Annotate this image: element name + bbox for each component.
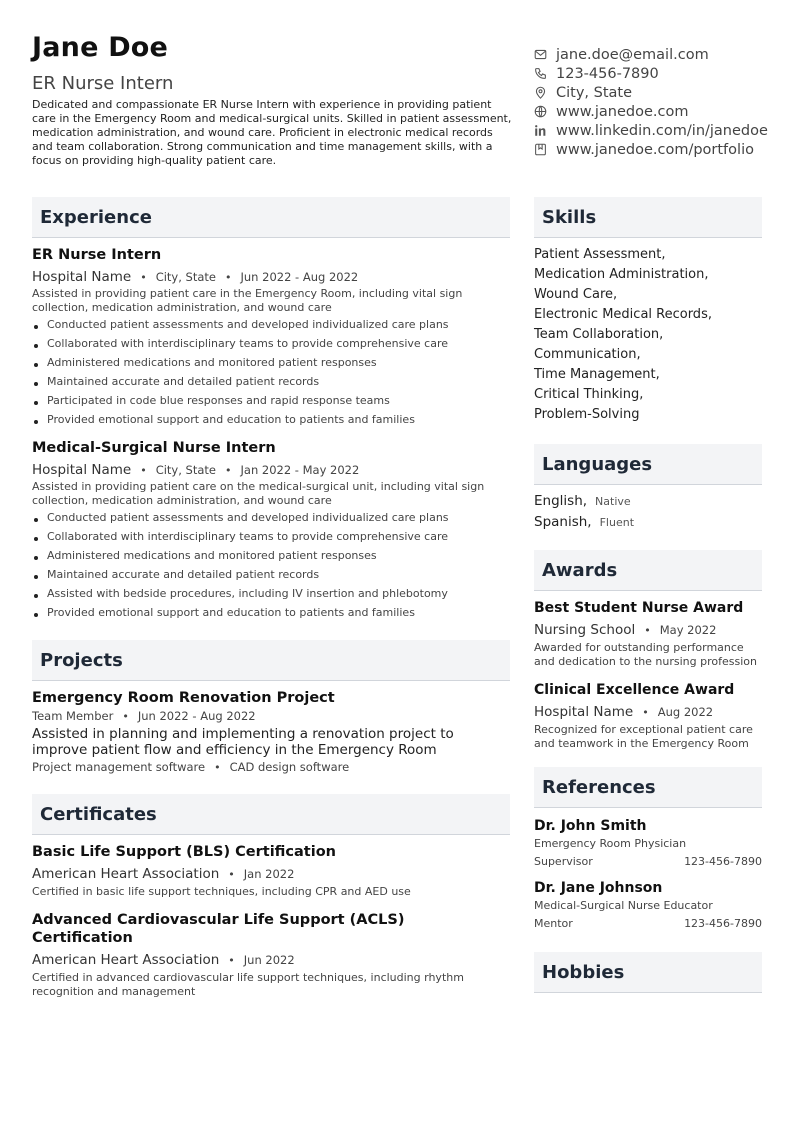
experience-entry	[32, 439, 510, 622]
project-title: Emergency Room Renovation Project	[32, 690, 335, 706]
language-name: Spanish,	[534, 514, 592, 530]
award-meta	[534, 703, 762, 722]
main-column	[32, 197, 510, 999]
certificate-title: Advanced Cardiovascular Life Support (ACLS) Certification	[32, 912, 405, 946]
website-text: www.janedoe.com	[556, 103, 689, 120]
skills-heading: Skills	[534, 197, 762, 238]
certificate-description: Certified in basic life support techniques, including CPR and AED use	[32, 885, 411, 898]
envelope-icon	[534, 48, 547, 61]
project-entry	[32, 689, 510, 777]
job-dates: Jun 2022 - Aug 2022	[240, 270, 359, 284]
contact-email[interactable]	[534, 45, 794, 64]
skill-item: Medication Administration,	[534, 267, 709, 282]
award-entry	[534, 599, 762, 669]
linkedin-icon	[534, 124, 547, 137]
project-role: Team Member	[32, 709, 114, 723]
list-item: Administered medications and monitored patient responses	[32, 353, 510, 372]
reference-relation: Supervisor	[534, 855, 593, 868]
job-location: City, State	[155, 270, 216, 284]
job-bullets	[32, 508, 510, 622]
certificate-issuer: American Heart Association	[32, 952, 220, 968]
list-item: Maintained accurate and detailed patient records	[32, 565, 510, 584]
skill-item: Wound Care,	[534, 287, 618, 302]
skill-item: Communication,	[534, 347, 641, 362]
job-title: Medical-Surgical Nurse Intern	[32, 440, 276, 456]
separator-dot: •	[214, 761, 221, 774]
skill-item: Team Collaboration,	[534, 327, 664, 342]
list-item: Assisted with bedside procedures, including IV insertion and phlebotomy	[32, 584, 510, 603]
language-name: English,	[534, 493, 588, 509]
certificate-title: Basic Life Support (BLS) Certification	[32, 844, 336, 860]
list-item: Provided emotional support and education to patients and families	[32, 410, 510, 429]
contact-portfolio[interactable]	[534, 140, 794, 159]
reference-name: Dr. John Smith	[534, 818, 647, 834]
list-item: Participated in code blue responses and rapid response teams	[32, 391, 510, 410]
email-text: jane.doe@email.com	[556, 46, 709, 63]
certificate-date: Jun 2022	[243, 953, 295, 967]
award-org: Nursing School	[534, 622, 636, 638]
list-item: Administered medications and monitored patient responses	[32, 546, 510, 565]
map-pin-icon	[534, 86, 547, 99]
job-location: City, State	[155, 463, 216, 477]
skill-item: Electronic Medical Records,	[534, 307, 712, 322]
list-item: Provided emotional support and education to patients and families	[32, 603, 510, 622]
language-level: Fluent	[599, 516, 635, 529]
experience-heading: Experience	[32, 197, 510, 238]
certificate-entry	[32, 843, 510, 899]
projects-heading: Projects	[32, 640, 510, 681]
award-date: May 2022	[659, 623, 717, 637]
certificate-meta	[32, 951, 510, 970]
job-dates: Jan 2022 - May 2022	[240, 463, 360, 477]
phone-text: 123-456-7890	[556, 65, 659, 82]
languages-heading: Languages	[534, 444, 762, 485]
reference-details	[534, 853, 762, 871]
award-meta	[534, 621, 762, 640]
job-description: Assisted in providing patient care in the Emergency Room, including vital sign collection, medication administration, and wound care	[32, 287, 463, 314]
job-bullets	[32, 315, 510, 429]
candidate-name: Jane Doe	[32, 32, 169, 63]
job-description: Assisted in providing patient care on the medical-surgical unit, including vital sign collection, medication administration, and wound care	[32, 480, 485, 507]
certificate-date: Jan 2022	[243, 867, 295, 881]
language-item	[534, 512, 762, 533]
certificates-heading: Certificates	[32, 794, 510, 835]
reference-entry	[534, 817, 762, 871]
separator-dot: •	[140, 464, 147, 477]
reference-details	[534, 915, 762, 933]
award-date: Aug 2022	[657, 705, 714, 719]
list-item: Collaborated with interdisciplinary teams to provide comprehensive care	[32, 334, 510, 353]
candidate-title: ER Nurse Intern	[32, 73, 174, 94]
skills-list	[534, 245, 762, 425]
certificate-description: Certified in advanced cardiovascular life support techniques, including rhythm recognition and management	[32, 971, 464, 998]
phone-icon	[534, 67, 547, 80]
list-item: Collaborated with interdisciplinary teams to provide comprehensive care	[32, 527, 510, 546]
portfolio-icon	[534, 143, 547, 156]
skill-item: Time Management,	[534, 367, 660, 382]
separator-dot: •	[642, 706, 649, 719]
language-level: Native	[595, 495, 631, 508]
reference-relation: Mentor	[534, 917, 573, 930]
project-tools	[32, 758, 510, 777]
certificate-issuer: American Heart Association	[32, 866, 220, 882]
contact-phone[interactable]	[534, 64, 794, 83]
separator-dot: •	[228, 954, 235, 967]
separator-dot: •	[140, 271, 147, 284]
project-tool: CAD design software	[229, 760, 350, 774]
references-heading: References	[534, 767, 762, 808]
contact-website[interactable]	[534, 102, 794, 121]
summary: Dedicated and compassionate ER Nurse Intern with experience in providing patient care in the Emergency Room and medical-surgical units. Skilled in patient assessment, medication administration, and wound care. Proficient in electronic medical records and team collaboration. Strong communication and time management skills, with a focus on providing high-quality patient care.	[32, 98, 512, 167]
separator-dot: •	[122, 710, 129, 723]
separator-dot: •	[644, 624, 651, 637]
linkedin-text: www.linkedin.com/in/janedoe	[556, 122, 768, 139]
list-item: Conducted patient assessments and developed individualized care plans	[32, 508, 510, 527]
award-org: Hospital Name	[534, 704, 634, 720]
award-title: Clinical Excellence Award	[534, 682, 735, 698]
separator-dot: •	[225, 464, 232, 477]
languages-list	[534, 491, 762, 533]
separator-dot: •	[225, 271, 232, 284]
skill-item: Problem-Solving	[534, 407, 640, 422]
contact-location	[534, 83, 794, 102]
awards-heading: Awards	[534, 550, 762, 591]
experience-entry	[32, 246, 510, 429]
project-description: Assisted in planning and implementing a renovation project to improve patient flow and efficiency in the Emergency Room	[32, 726, 454, 758]
job-meta	[32, 461, 510, 480]
hobbies-heading: Hobbies	[534, 952, 762, 993]
certificate-entry	[32, 911, 510, 999]
employer: Hospital Name	[32, 462, 132, 478]
contact-linkedin[interactable]	[534, 121, 794, 140]
skill-item: Patient Assessment,	[534, 247, 666, 262]
award-title: Best Student Nurse Award	[534, 600, 744, 616]
reference-name: Dr. Jane Johnson	[534, 880, 663, 896]
award-description: Awarded for outstanding performance and dedication to the nursing profession	[534, 641, 757, 668]
separator-dot: •	[228, 868, 235, 881]
language-item	[534, 491, 762, 512]
location-text: City, State	[556, 84, 633, 101]
award-entry	[534, 681, 762, 751]
portfolio-text: www.janedoe.com/portfolio	[556, 141, 754, 158]
side-column	[534, 197, 762, 993]
globe-icon	[534, 105, 547, 118]
contact-list	[534, 45, 794, 159]
reference-phone: 123-456-7890	[684, 917, 762, 930]
job-title: ER Nurse Intern	[32, 247, 162, 263]
award-description: Recognized for exceptional patient care and teamwork in the Emergency Room	[534, 723, 753, 750]
list-item: Conducted patient assessments and developed individualized care plans	[32, 315, 510, 334]
job-meta	[32, 268, 510, 287]
list-item: Maintained accurate and detailed patient records	[32, 372, 510, 391]
reference-phone: 123-456-7890	[684, 855, 762, 868]
project-meta	[32, 707, 510, 726]
certificate-meta	[32, 865, 510, 884]
reference-entry	[534, 879, 762, 933]
reference-position: Emergency Room Physician	[534, 837, 687, 850]
reference-position: Medical-Surgical Nurse Educator	[534, 899, 713, 912]
skill-item: Critical Thinking,	[534, 387, 644, 402]
project-dates: Jun 2022 - Aug 2022	[137, 709, 256, 723]
employer: Hospital Name	[32, 269, 132, 285]
project-tool: Project management software	[32, 760, 206, 774]
